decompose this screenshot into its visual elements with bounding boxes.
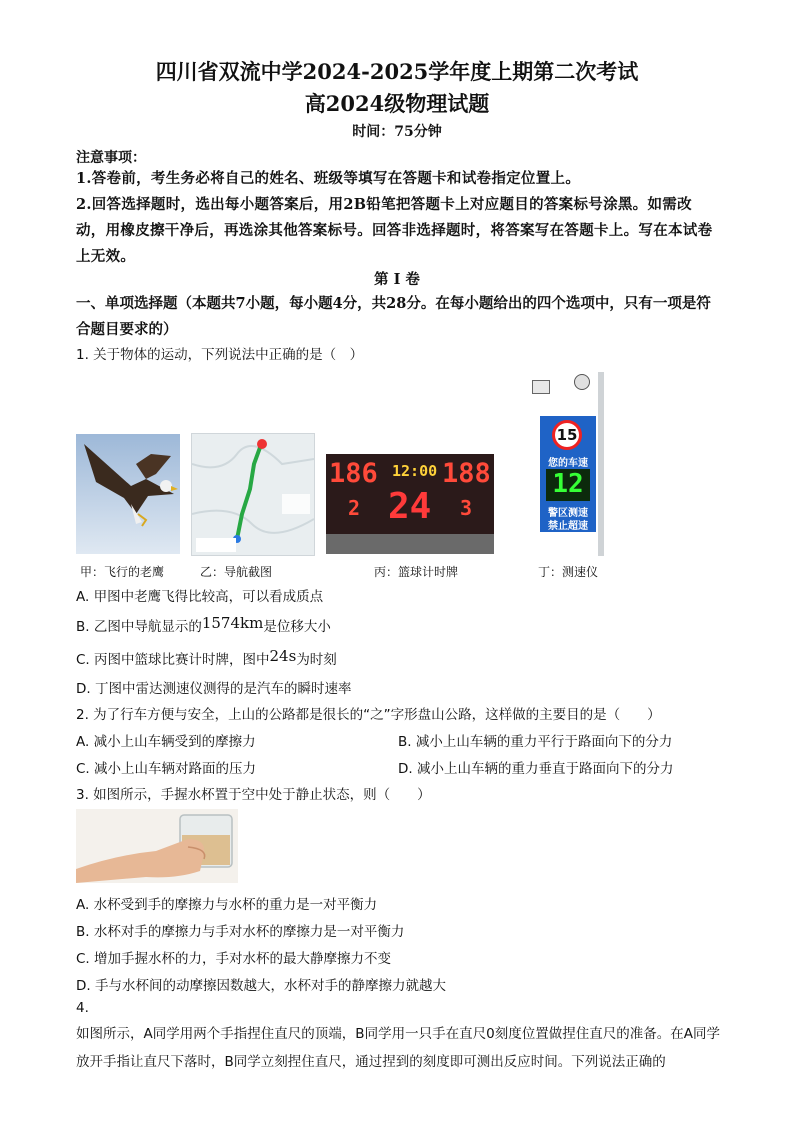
q1-option-c [76, 647, 337, 668]
q3-option-a: A. 水杯受到手的摩擦力与水杯的重力是一对平衡力 [76, 897, 378, 913]
q3-option-b: B. 水杯对手的摩擦力与手对水杯的摩擦力是一对平衡力 [76, 924, 405, 940]
q2-option-d: D. 减小上山车辆的重力垂直于路面向下的分力 [398, 761, 674, 777]
scoreboard-left-small: 2 [348, 496, 361, 520]
scoreboard-right-small: 3 [460, 496, 473, 520]
q1-option-c-math: 24s [269, 647, 297, 665]
speed-limit-circle [552, 420, 582, 450]
q4-number: 4. [76, 1000, 89, 1016]
camera-icon [532, 380, 550, 394]
hand-holding-cup-image [76, 809, 238, 883]
volume-title: 第 I 卷 [374, 271, 420, 288]
caption-navigation: 乙：导航截图 [200, 565, 273, 579]
caption-eagle: 甲：飞行的老鹰 [80, 565, 165, 579]
q2-stem: 2. 为了行车方便与安全，上山的公路都是很长的“之”字形盘山公路，这样做的主要目的是（ ） [76, 707, 661, 723]
q1-option-b-pre: B. 乙图中导航显示的 [76, 619, 202, 635]
basketball-scoreboard-image [326, 454, 494, 554]
navigation-map-image [191, 433, 315, 556]
scoreboard-shot-clock: 24 [388, 486, 432, 527]
caption-speed-sign: 丁：测速仪 [538, 565, 599, 579]
q1-option-b [76, 614, 331, 635]
exam-time: 时间：75分钟 [352, 124, 442, 140]
q1-option-c-post: 为时刻 [296, 652, 337, 668]
speed-value-display [546, 469, 590, 501]
q1-option-c-pre: C. 丙图中篮球比赛计时牌，图中 [76, 652, 270, 668]
speed-limit-value: 15 [556, 426, 578, 444]
q2-option-b: B. 减小上山车辆的重力平行于路面向下的分力 [398, 734, 673, 750]
caption-scoreboard: 丙：篮球计时牌 [374, 565, 459, 579]
speed-sign-image [530, 372, 610, 556]
scoreboard-left-score: 186 [329, 458, 378, 489]
q1-option-b-post: 是位移大小 [263, 619, 331, 635]
notes-heading: 注意事项： [76, 150, 146, 166]
q2-option-a: A. 减小上山车辆受到的摩擦力 [76, 734, 256, 750]
radar-icon [574, 374, 590, 390]
notes-item-2: 2.回答选择题时，选出每小题答案后，用2B铅笔把答题卡上对应题目的答案标号涂黑。如需改动，用橡皮擦干净后，再选涂其他答案标号。回答非选择题时，将答案写在答题卡上。写在本试卷上无效。 [76, 196, 713, 265]
scoreboard-wall [326, 534, 494, 554]
q4-text: 如图所示，A同学用两个手指捏住直尺的顶端，B同学用一只手在直尺0刻度位置做捏住直尺的准备。在A同学放开手指让直尺下落时，B同学立刻捏住直尺，通过捏到的刻度即可测出反应时间。下列说法正确的 [76, 1026, 720, 1070]
speed-value: 12 [552, 469, 584, 499]
speed-sign-panel [540, 416, 596, 532]
scoreboard-clock: 12:00 [392, 462, 438, 480]
q1-option-d: D. 丁图中雷达测速仪测得的是汽车的瞬时速率 [76, 681, 352, 697]
sign-pole [598, 372, 604, 556]
speed-sign-warn-2: 禁止超速 [548, 521, 588, 532]
notes-item-1: 1.答卷前，考生务必将自己的姓名、班级等填写在答题卡和试卷指定位置上。 [76, 170, 581, 187]
q3-option-d: D. 手与水杯间的动摩擦因数越大，水杯对手的静摩擦力就越大 [76, 978, 446, 994]
q3-stem: 3. 如图所示，手握水杯置于空中处于静止状态，则（ ） [76, 787, 431, 803]
q1-option-a: A. 甲图中老鹰飞得比较高，可以看成质点 [76, 589, 324, 605]
speed-sign-label: 您的车速 [548, 458, 588, 469]
q3-option-c: C. 增加手握水杯的力，手对水杯的最大静摩擦力不变 [76, 951, 392, 967]
part1-heading: 一、单项选择题（本题共7小题，每小题4分，共28分。在每小题给出的四个选项中，只有一项是符合题目要求的） [76, 295, 711, 338]
scoreboard-right-score: 188 [442, 458, 491, 489]
q1-option-b-math: 1574km [201, 614, 264, 632]
eagle-image [76, 434, 180, 554]
q2-option-c: C. 减小上山车辆对路面的压力 [76, 761, 257, 777]
q1-stem: 1. 关于物体的运动，下列说法中正确的是（ ） [76, 347, 364, 363]
exam-title: 四川省双流中学2024-2025学年度上期第二次考试 [155, 59, 639, 84]
speed-sign-warn-1: 警区测速 [548, 508, 588, 519]
exam-subtitle: 高2024级物理试题 [304, 91, 490, 116]
